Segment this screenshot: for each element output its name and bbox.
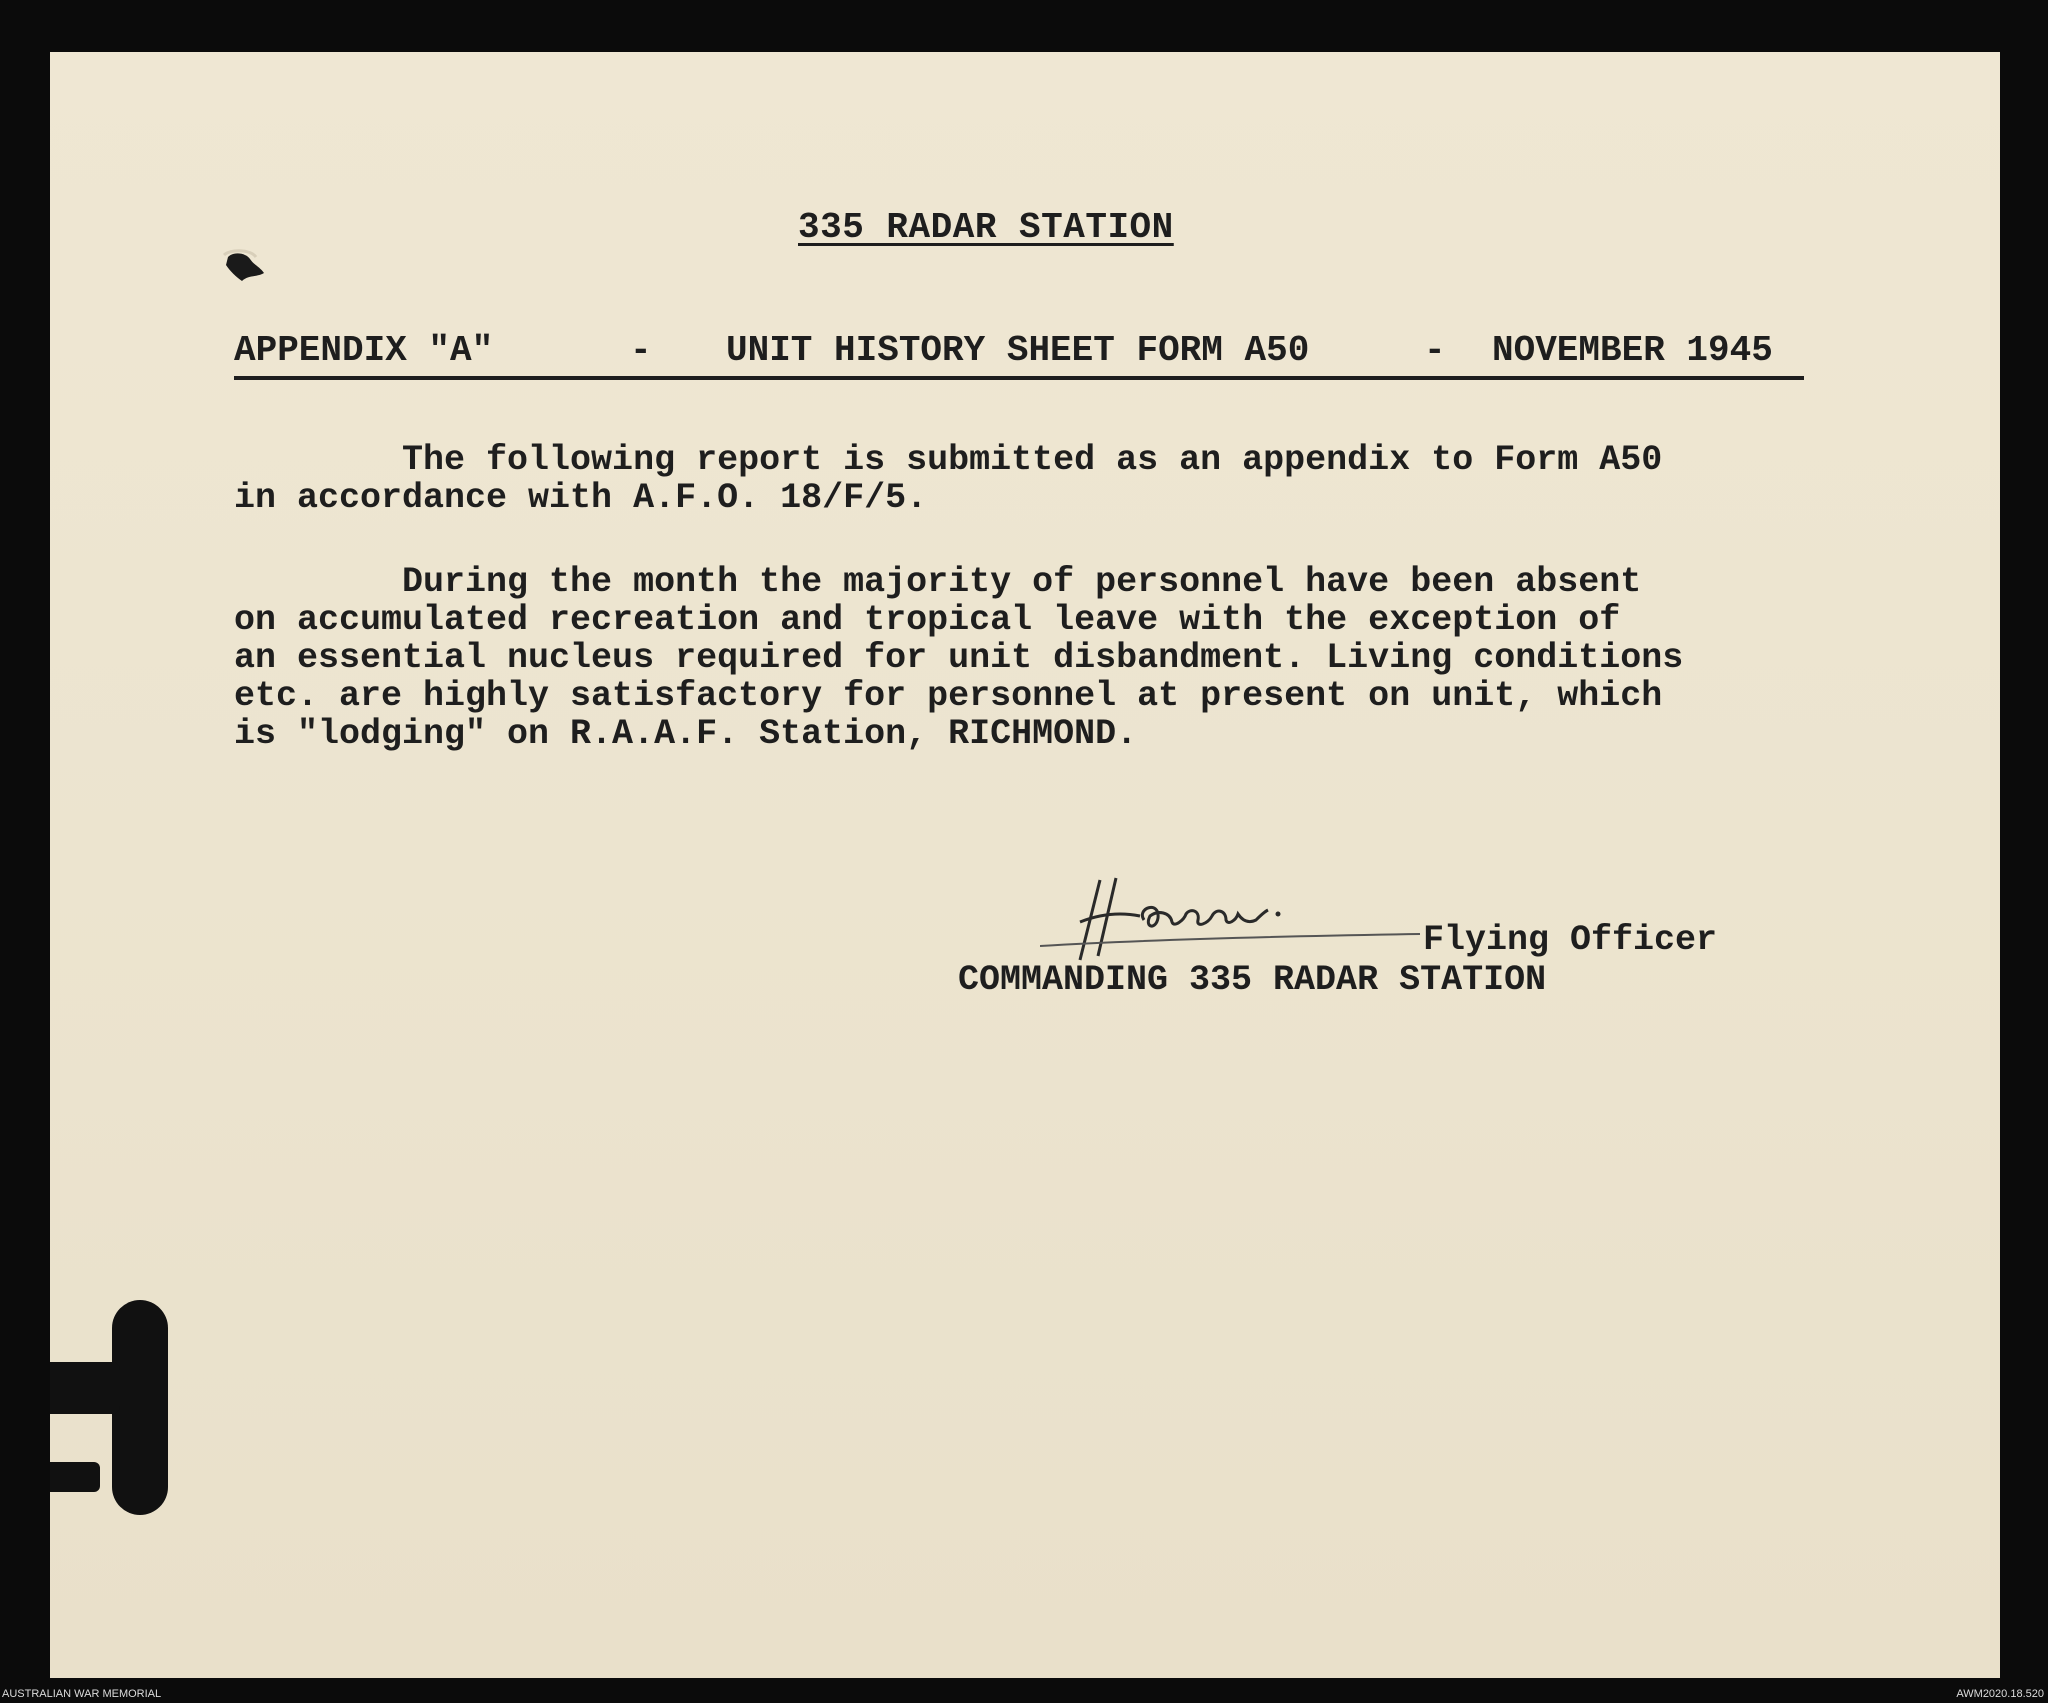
torn-hole-mark — [220, 247, 270, 292]
paper-sheet — [50, 52, 2000, 1678]
heading-dash: - — [1424, 330, 1446, 371]
report-month: NOVEMBER 1945 — [1492, 330, 1773, 371]
signatory-title: COMMANDING 335 RADAR STATION — [958, 960, 1547, 1000]
intro-paragraph: The following report is submitted as an appendix to Form A50 in accordance with A.F.O. 18/F/5. — [234, 440, 1663, 518]
appendix-label: APPENDIX "A" — [234, 330, 494, 371]
archive-credit: AUSTRALIAN WAR MEMORIAL — [2, 1688, 162, 1700]
handwritten-signature — [1040, 860, 1460, 970]
punch-hole — [112, 1300, 168, 1515]
punch-hole-notch-lower — [40, 1462, 100, 1492]
punch-hole-notch — [40, 1362, 120, 1414]
document-title: 335 RADAR STATION — [798, 207, 1174, 248]
archive-reference: AWM2020.18.520 — [1956, 1688, 2044, 1700]
heading-underline — [234, 376, 1804, 380]
form-label: UNIT HISTORY SHEET FORM A50 — [726, 330, 1310, 371]
appendix-heading — [234, 330, 1804, 378]
report-paragraph: During the month the majority of personnel have been absent on accumulated recreation and tropical leave with the exception of an essential nucleus required for unit disbandment. Living conditions etc. are highly satisfactory for personnel at present on unit, which is "lodging" on R.A.A.F. Station, RICHMOND. — [234, 562, 1684, 754]
heading-dash: - — [630, 330, 652, 371]
signatory-rank: Flying Officer — [1423, 920, 1718, 960]
